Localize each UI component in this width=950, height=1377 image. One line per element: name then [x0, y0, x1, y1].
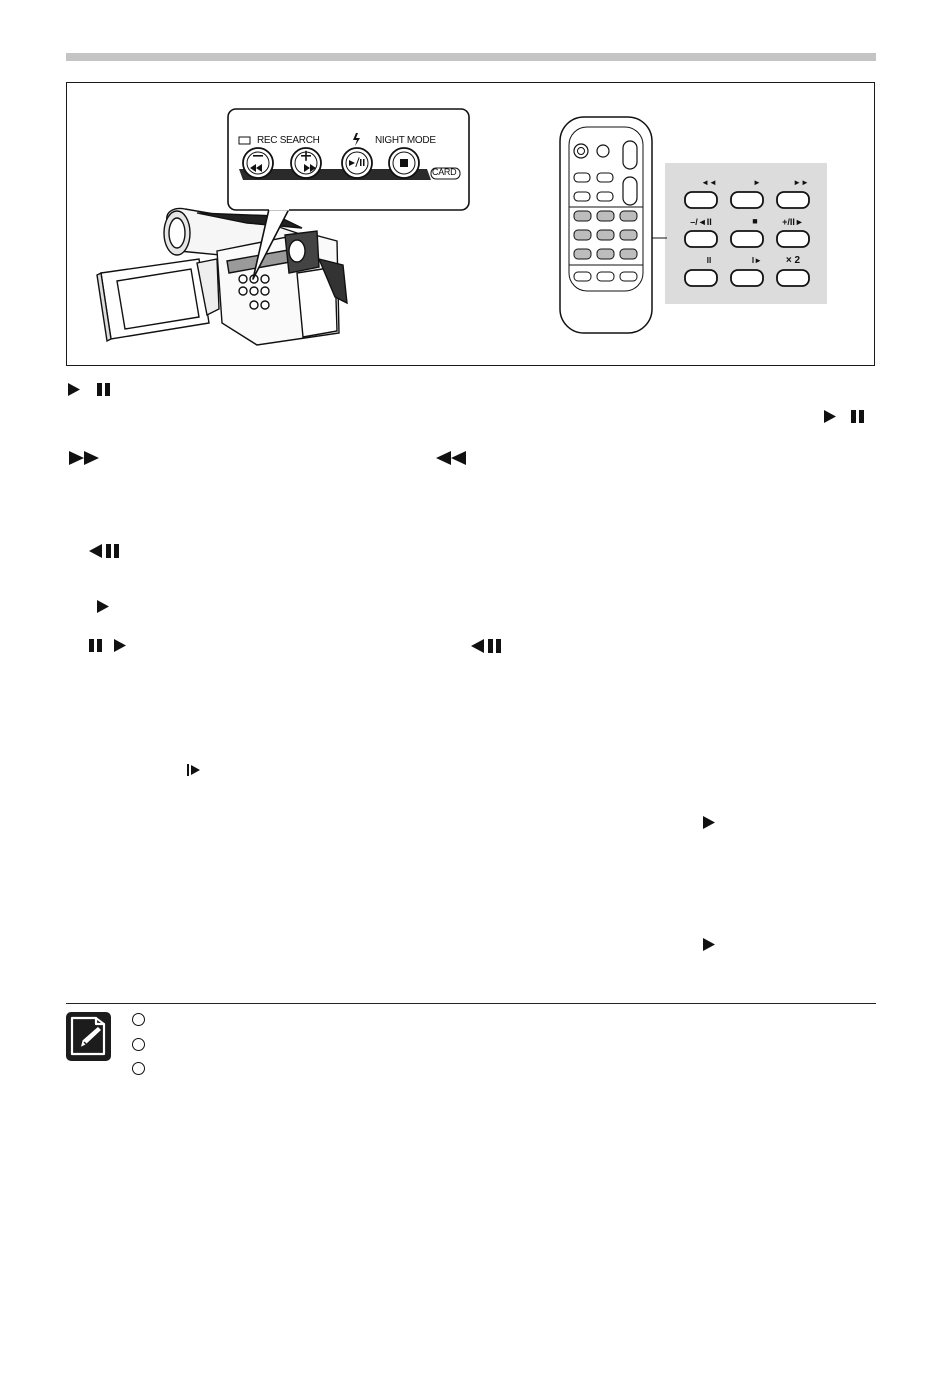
play-icon: [113, 638, 127, 653]
pause-icon: [88, 638, 104, 653]
remote-ff-button: [777, 192, 809, 208]
remote-label-stop: ■: [752, 216, 758, 226]
play-icon: [702, 937, 716, 952]
camcorder-illustration: [97, 209, 347, 346]
pause-icon: [96, 382, 112, 397]
remote-panel-buttons: [685, 192, 809, 286]
remote-rewind-button: [685, 192, 717, 208]
remote-label-ff: ►►: [793, 178, 809, 187]
remote-x2-button: [777, 270, 809, 286]
rewind-icon: [435, 450, 469, 466]
remote-slow-button: [731, 270, 763, 286]
reverse-frame-icon: [470, 638, 512, 654]
bullet-circle-icon: [132, 1038, 145, 1051]
bullet-circle-icon: [132, 1013, 145, 1026]
remote-play-button: [731, 192, 763, 208]
card-label: CARD: [432, 167, 457, 177]
remote-pause-button: [685, 270, 717, 286]
remote-reverse-frame-button: [685, 231, 717, 247]
note-rule: [66, 1003, 876, 1004]
play-icon: [96, 599, 110, 614]
remote-illustration: [560, 117, 652, 333]
remote-stop-button: [731, 231, 763, 247]
reverse-frame-icon: [88, 543, 130, 559]
night-mode-label: NIGHT MODE: [375, 135, 436, 146]
pause-icon: [850, 409, 866, 424]
top-rule: [66, 53, 876, 61]
remote-label-slow: I►: [751, 256, 763, 265]
play-icon: [67, 382, 81, 397]
play-icon: [823, 409, 837, 424]
bullet-circle-icon: [132, 1062, 145, 1075]
play-icon: [702, 815, 716, 830]
fast-forward-icon: [68, 450, 102, 466]
slow-forward-icon: [186, 763, 202, 777]
remote-label-x2: × 2: [785, 255, 801, 266]
remote-label-pause: II: [706, 256, 712, 265]
remote-forward-frame-button: [777, 231, 809, 247]
remote-label-rewind: ◄◄: [701, 178, 717, 187]
note-pencil-icon: [66, 1012, 111, 1061]
remote-label-forward-frame: +/II►: [782, 217, 804, 227]
remote-label-reverse-frame: –/◄II: [690, 217, 712, 227]
remote-label-play: ►: [753, 178, 761, 187]
rec-search-label: REC SEARCH: [257, 135, 320, 146]
figure-box: [66, 82, 875, 366]
